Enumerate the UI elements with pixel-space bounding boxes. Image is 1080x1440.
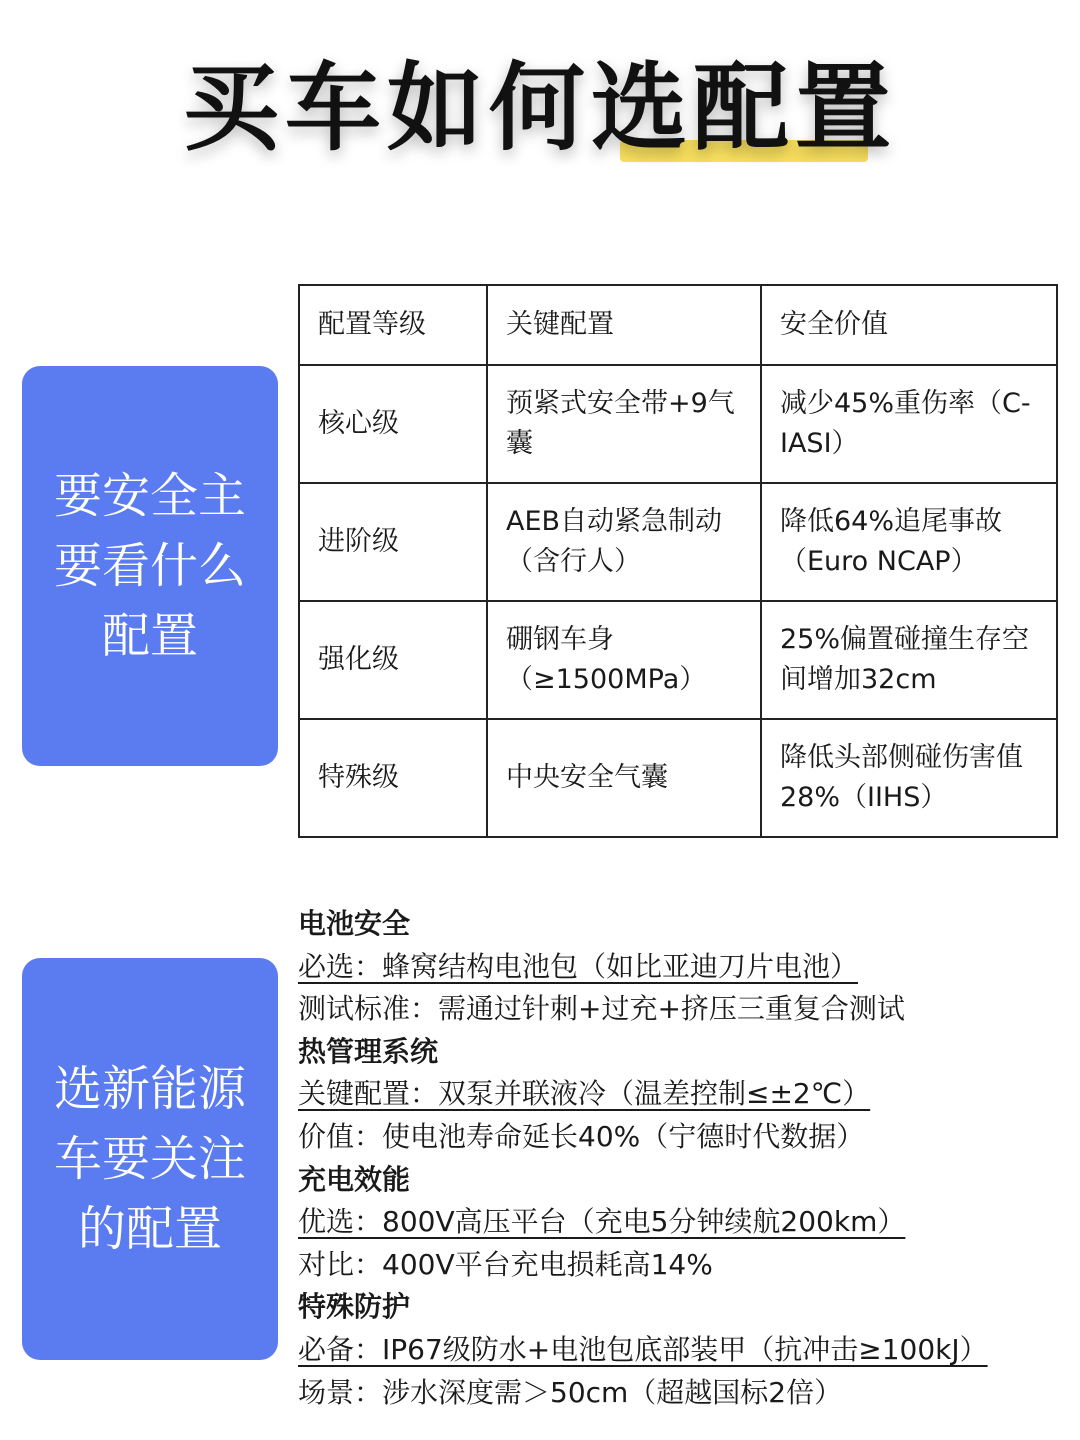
table-row — [299, 719, 1057, 837]
safety-config-table — [298, 284, 1058, 838]
table-cell: 核心级 — [299, 365, 487, 483]
page-title: 买车如何选配置 — [183, 52, 897, 164]
table-header-cell: 关键配置 — [487, 285, 761, 365]
section-heading: 热管理系统 — [298, 1034, 439, 1068]
table-cell: 进阶级 — [299, 483, 487, 601]
section-heading: 充电效能 — [298, 1162, 411, 1196]
table-header-cell: 安全价值 — [761, 285, 1057, 365]
table-cell: 降低头部侧碰伤害值28%（IIHS） — [761, 719, 1057, 837]
safety-card — [22, 366, 278, 766]
section-heading: 特殊防护 — [298, 1290, 411, 1324]
ev-card-label: 选新能源车要关注的配置 — [53, 1061, 246, 1257]
section-line: 必备：IP67级防水+电池包底部装甲（抗冲击≥100kJ） — [298, 1332, 988, 1366]
table-cell: 25%偏置碰撞生存空间增加32cm — [761, 601, 1057, 719]
safety-card-label: 要安全主要看什么配置 — [53, 468, 246, 664]
section-line: 测试标准：需通过针刺+过充+挤压三重复合测试 — [298, 992, 905, 1026]
section-line: 优选：800V高压平台（充电5分钟续航200km） — [298, 1205, 906, 1239]
table-cell: 强化级 — [299, 601, 487, 719]
table-cell: 特殊级 — [299, 719, 487, 837]
table-row — [299, 483, 1057, 601]
table-cell: 减少45%重伤率（C-IASI） — [761, 365, 1057, 483]
table-cell: 降低64%追尾事故（Euro NCAP） — [761, 483, 1057, 601]
section-heading: 电池安全 — [298, 907, 411, 940]
table-row — [299, 365, 1057, 483]
table-header-row — [299, 285, 1057, 365]
table-row — [299, 601, 1057, 719]
title-area — [0, 48, 1080, 168]
section-line: 价值：使电池寿命延长40%（宁德时代数据） — [298, 1119, 865, 1153]
ev-config-list — [298, 903, 1068, 1414]
ev-card — [22, 958, 278, 1360]
table-cell: 预紧式安全带+9气囊 — [487, 365, 761, 483]
section-line: 必选：蜂窝结构电池包（如比亚迪刀片电池） — [298, 949, 859, 983]
section-line: 场景：涉水深度需＞50cm（超越国标2倍） — [298, 1375, 843, 1409]
section-line: 关键配置：双泵并联液冷（温差控制≤±2℃） — [298, 1077, 871, 1111]
table-cell: AEB自动紧急制动（含行人） — [487, 483, 761, 601]
section-line: 对比：400V平台充电损耗高14% — [298, 1247, 713, 1281]
table-cell: 中央安全气囊 — [487, 719, 761, 837]
table-cell: 硼钢车身（≥1500MPa） — [487, 601, 761, 719]
table-header-cell: 配置等级 — [299, 285, 487, 365]
